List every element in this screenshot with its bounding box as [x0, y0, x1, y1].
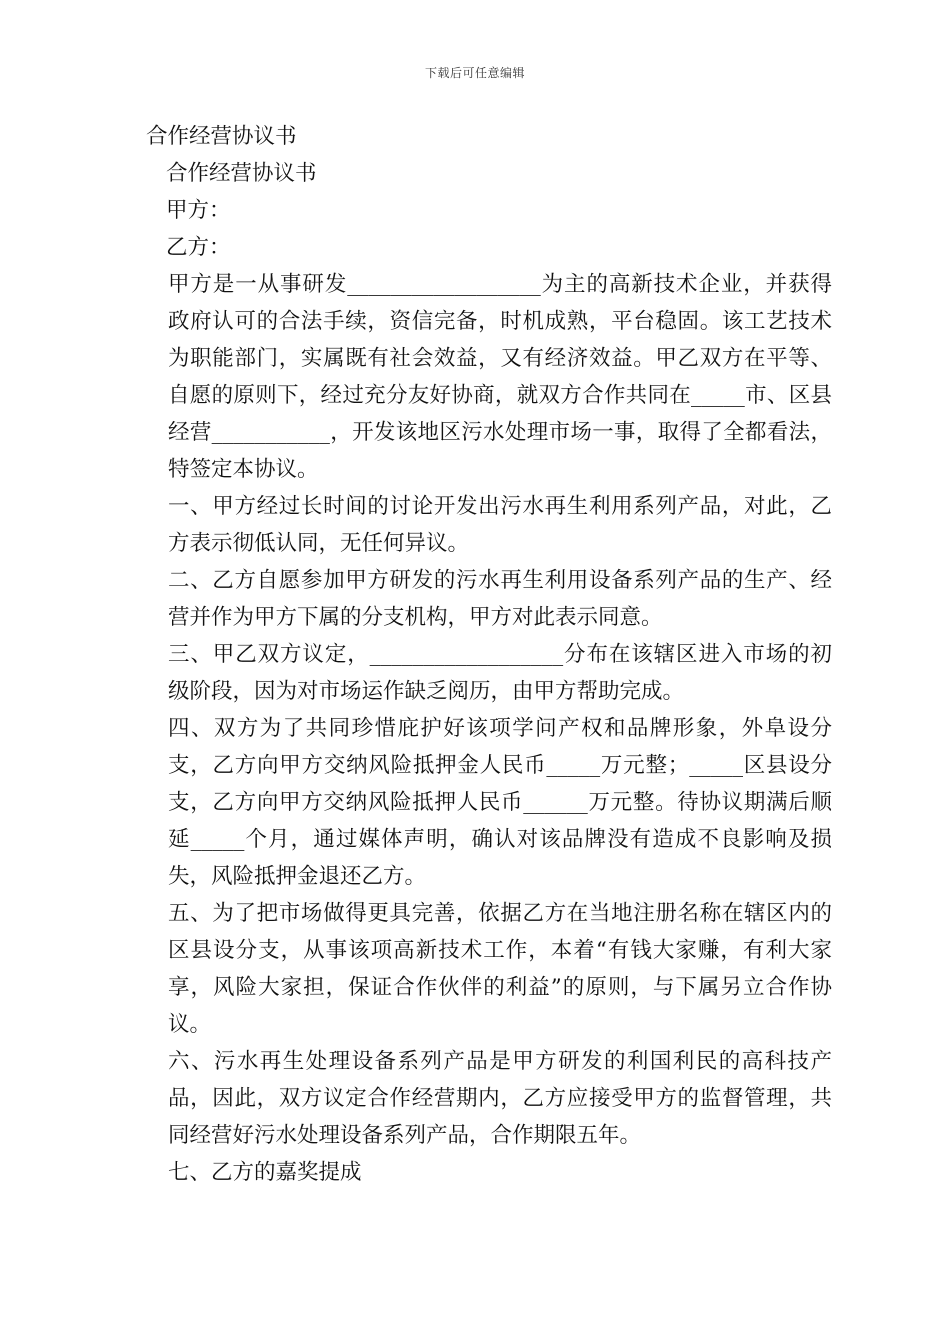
clause-6: 六、污水再生处理设备系列产品是甲方研发的利国利民的高科技产品，因此，双方议定合作经营期内，乙方应接受甲方的监督管理，共同经营好污水处理设备系列产品，合作期限五年。 [168, 1049, 832, 1148]
clause-1: 一、甲方经过长时间的讨论开发出污水再生利用系列产品，对此，乙方表示彻低认同，无任何异议。 [168, 494, 832, 556]
party-a-label: 甲方： [166, 198, 231, 223]
document-subtitle: 合作经营协议书 [166, 161, 317, 186]
intro-paragraph: 甲方是一从事研发__________________为主的高新技术企业，并获得政府认可的合法手续，资信完备，时机成熟，平台稳固。该工艺技术为职能部门，实属既有社会效益，又有经济效益。甲乙双方在平等、自愿的原则下，经过充分友好协商，就双方合作共同在_____市、区县经营___________，开发该地区污水处理市场一事，取得了全都看法，特签定本协议。 [168, 272, 832, 482]
clause-2: 二、乙方自愿参加甲方研发的污水再生利用设备系列产品的生产、经营并作为甲方下属的分支机构，甲方对此表示同意。 [168, 568, 832, 630]
document-title: 合作经营协议书 [146, 124, 297, 149]
clause-4: 四、双方为了共同珍惜庇护好该项学问产权和品牌形象，外阜设分支，乙方向甲方交纳风险抵押金人民币_____万元整；_____区县设分支，乙方向甲方交纳风险抵押人民币______万元整。待协议期满后顺延_____个月，通过媒体声明，确认对该品牌没有造成不良影响及损失，风险抵押金退还乙方。 [168, 716, 832, 889]
clause-3: 三、甲乙双方议定，__________________分布在该辖区进入市场的初级阶段，因为对市场运作缺乏阅历，由甲方帮助完成。 [168, 642, 832, 704]
page-header-note: 下载后可任意编辑 [424, 66, 525, 80]
document-body [146, 118, 832, 1191]
clause-5: 五、为了把市场做得更具完善，依据乙方在当地注册名称在辖区内的区县设分支，从事该项高新技术工作，本着“有钱大家赚，有利大家享，风险大家担，保证合作伙伴的利益”的原则，与下属另立合作协议。 [168, 901, 832, 1037]
clause-7: 七、乙方的嘉奖提成 [168, 1160, 362, 1185]
party-b-label: 乙方： [166, 235, 231, 260]
